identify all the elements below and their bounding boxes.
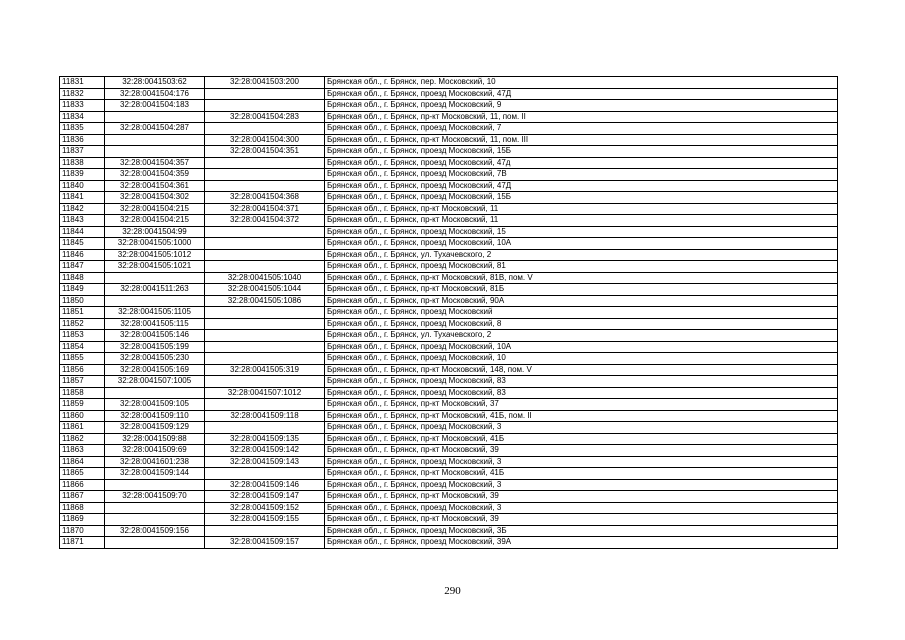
table-row <box>60 77 838 89</box>
related-cadastral-number-cell: 32:28:0041505:1040 <box>205 272 325 284</box>
row-number-cell: 11870 <box>60 525 105 537</box>
related-cadastral-number-cell <box>205 318 325 330</box>
row-number-cell: 11855 <box>60 353 105 365</box>
cadastral-number-cell: 32:28:0041503:62 <box>105 77 205 89</box>
row-number-cell: 11845 <box>60 238 105 250</box>
address-cell: Брянская обл., г. Брянск, проезд Московский, 15Б <box>325 192 838 204</box>
cadastral-number-cell <box>105 134 205 146</box>
table-row <box>60 479 838 491</box>
related-cadastral-number-cell: 32:28:0041505:319 <box>205 364 325 376</box>
cadastral-number-cell <box>105 387 205 399</box>
address-cell: Брянская обл., г. Брянск, проезд Московский, 7 <box>325 123 838 135</box>
address-cell: Брянская обл., г. Брянск, проезд Московский, 47д <box>325 157 838 169</box>
table-row <box>60 272 838 284</box>
address-cell: Брянская обл., г. Брянск, проезд Московский, 47Д <box>325 180 838 192</box>
address-cell: Брянская обл., г. Брянск, проезд Московский, 39А <box>325 537 838 549</box>
row-number-cell: 11831 <box>60 77 105 89</box>
table-row <box>60 215 838 227</box>
cadastral-number-cell: 32:28:0041504:99 <box>105 226 205 238</box>
cadastral-number-cell: 32:28:0041505:146 <box>105 330 205 342</box>
table-row <box>60 364 838 376</box>
row-number-cell: 11853 <box>60 330 105 342</box>
table-row <box>60 157 838 169</box>
related-cadastral-number-cell: 32:28:0041504:371 <box>205 203 325 215</box>
row-number-cell: 11848 <box>60 272 105 284</box>
table-row <box>60 146 838 158</box>
cadastral-number-cell: 32:28:0041504:287 <box>105 123 205 135</box>
cadastral-number-cell: 32:28:0041504:361 <box>105 180 205 192</box>
table-row <box>60 123 838 135</box>
address-cell: Брянская обл., г. Брянск, пр-кт Московский, 148, пом. V <box>325 364 838 376</box>
related-cadastral-number-cell: 32:28:0041504:351 <box>205 146 325 158</box>
related-cadastral-number-cell <box>205 123 325 135</box>
address-cell: Брянская обл., г. Брянск, ул. Тухачевского, 2 <box>325 249 838 261</box>
table-row <box>60 445 838 457</box>
address-cell: Брянская обл., г. Брянск, ул. Тухачевского, 2 <box>325 330 838 342</box>
row-number-cell: 11852 <box>60 318 105 330</box>
address-cell: Брянская обл., г. Брянск, проезд Московский, 15Б <box>325 146 838 158</box>
cadastral-number-cell: 32:28:0041504:183 <box>105 100 205 112</box>
related-cadastral-number-cell <box>205 226 325 238</box>
related-cadastral-number-cell <box>205 238 325 250</box>
table-row <box>60 341 838 353</box>
related-cadastral-number-cell <box>205 169 325 181</box>
row-number-cell: 11840 <box>60 180 105 192</box>
cadastral-number-cell: 32:28:0041509:129 <box>105 422 205 434</box>
related-cadastral-number-cell <box>205 180 325 192</box>
table-row <box>60 502 838 514</box>
cadastral-number-cell: 32:28:0041505:1021 <box>105 261 205 273</box>
cadastral-number-cell: 32:28:0041509:156 <box>105 525 205 537</box>
address-cell: Брянская обл., г. Брянск, пр-кт Московский, 90А <box>325 295 838 307</box>
related-cadastral-number-cell: 32:28:0041504:372 <box>205 215 325 227</box>
table-row <box>60 88 838 100</box>
related-cadastral-number-cell: 32:28:0041505:1086 <box>205 295 325 307</box>
address-cell: Брянская обл., г. Брянск, пр-кт Московский, 41Б, пом. II <box>325 410 838 422</box>
row-number-cell: 11832 <box>60 88 105 100</box>
related-cadastral-number-cell: 32:28:0041509:146 <box>205 479 325 491</box>
address-cell: Брянская обл., г. Брянск, пр-кт Московский, 41Б <box>325 433 838 445</box>
table-row <box>60 249 838 261</box>
cadastral-number-cell <box>105 479 205 491</box>
table-row <box>60 422 838 434</box>
page-number: 290 <box>444 585 461 597</box>
table-row <box>60 226 838 238</box>
row-number-cell: 11836 <box>60 134 105 146</box>
cadastral-number-cell: 32:28:0041509:88 <box>105 433 205 445</box>
address-cell: Брянская обл., г. Брянск, проезд Московский, 9 <box>325 100 838 112</box>
address-cell: Брянская обл., г. Брянск, проезд Московский, 10А <box>325 238 838 250</box>
related-cadastral-number-cell <box>205 399 325 411</box>
cadastral-number-cell: 32:28:0041505:169 <box>105 364 205 376</box>
address-cell: Брянская обл., г. Брянск, проезд Московский, 10А <box>325 341 838 353</box>
row-number-cell: 11854 <box>60 341 105 353</box>
address-cell: Брянская обл., г. Брянск, пр-кт Московский, 81В, пом. V <box>325 272 838 284</box>
cadastral-number-cell <box>105 537 205 549</box>
address-cell: Брянская обл., г. Брянск, проезд Московский, 81 <box>325 261 838 273</box>
address-cell: Брянская обл., г. Брянск, проезд Московский, 10 <box>325 353 838 365</box>
cadastral-number-cell <box>105 295 205 307</box>
cadastral-number-cell: 32:28:0041505:115 <box>105 318 205 330</box>
cadastral-number-cell: 32:28:0041509:69 <box>105 445 205 457</box>
address-cell: Брянская обл., г. Брянск, пер. Московский, 10 <box>325 77 838 89</box>
table-row <box>60 284 838 296</box>
row-number-cell: 11850 <box>60 295 105 307</box>
cadastral-number-cell: 32:28:0041509:105 <box>105 399 205 411</box>
address-cell: Брянская обл., г. Брянск, пр-кт Московский, 11 <box>325 215 838 227</box>
address-cell: Брянская обл., г. Брянск, пр-кт Московский, 37 <box>325 399 838 411</box>
cadastral-number-cell: 32:28:0041504:215 <box>105 203 205 215</box>
cadastral-number-cell: 32:28:0041509:70 <box>105 491 205 503</box>
related-cadastral-number-cell: 32:28:0041507:1012 <box>205 387 325 399</box>
cadastral-number-cell: 32:28:0041505:199 <box>105 341 205 353</box>
table-row <box>60 387 838 399</box>
related-cadastral-number-cell: 32:28:0041509:118 <box>205 410 325 422</box>
related-cadastral-number-cell <box>205 307 325 319</box>
related-cadastral-number-cell <box>205 468 325 480</box>
address-cell: Брянская обл., г. Брянск, проезд Московский, 8 <box>325 318 838 330</box>
row-number-cell: 11871 <box>60 537 105 549</box>
cadastral-number-cell: 32:28:0041504:215 <box>105 215 205 227</box>
cadastral-number-cell: 32:28:0041505:1000 <box>105 238 205 250</box>
row-number-cell: 11833 <box>60 100 105 112</box>
row-number-cell: 11858 <box>60 387 105 399</box>
registry-table-body <box>60 77 838 549</box>
cadastral-number-cell <box>105 111 205 123</box>
related-cadastral-number-cell: 32:28:0041509:147 <box>205 491 325 503</box>
cadastral-number-cell: 32:28:0041509:144 <box>105 468 205 480</box>
related-cadastral-number-cell <box>205 330 325 342</box>
table-row <box>60 111 838 123</box>
row-number-cell: 11857 <box>60 376 105 388</box>
related-cadastral-number-cell <box>205 353 325 365</box>
row-number-cell: 11838 <box>60 157 105 169</box>
address-cell: Брянская обл., г. Брянск, проезд Московский <box>325 307 838 319</box>
address-cell: Брянская обл., г. Брянск, пр-кт Московский, 39 <box>325 445 838 457</box>
table-row <box>60 100 838 112</box>
related-cadastral-number-cell <box>205 525 325 537</box>
table-row <box>60 433 838 445</box>
row-number-cell: 11834 <box>60 111 105 123</box>
row-number-cell: 11837 <box>60 146 105 158</box>
cadastral-number-cell: 32:28:0041505:1105 <box>105 307 205 319</box>
row-number-cell: 11849 <box>60 284 105 296</box>
cadastral-number-cell: 32:28:0041504:359 <box>105 169 205 181</box>
related-cadastral-number-cell <box>205 341 325 353</box>
cadastral-number-cell: 32:28:0041504:176 <box>105 88 205 100</box>
related-cadastral-number-cell <box>205 100 325 112</box>
address-cell: Брянская обл., г. Брянск, проезд Московский, 47Д <box>325 88 838 100</box>
table-row <box>60 330 838 342</box>
related-cadastral-number-cell <box>205 376 325 388</box>
address-cell: Брянская обл., г. Брянск, пр-кт Московский, 41Б <box>325 468 838 480</box>
address-cell: Брянская обл., г. Брянск, проезд Московский, 83 <box>325 376 838 388</box>
row-number-cell: 11863 <box>60 445 105 457</box>
address-cell: Брянская обл., г. Брянск, проезд Московский, 3 <box>325 479 838 491</box>
related-cadastral-number-cell: 32:28:0041509:135 <box>205 433 325 445</box>
cadastral-number-cell: 32:28:0041507:1005 <box>105 376 205 388</box>
related-cadastral-number-cell <box>205 249 325 261</box>
table-row <box>60 203 838 215</box>
table-row <box>60 376 838 388</box>
cadastral-number-cell: 32:28:0041504:302 <box>105 192 205 204</box>
row-number-cell: 11868 <box>60 502 105 514</box>
cadastral-number-cell: 32:28:0041505:1012 <box>105 249 205 261</box>
table-row <box>60 456 838 468</box>
related-cadastral-number-cell: 32:28:0041509:155 <box>205 514 325 526</box>
related-cadastral-number-cell: 32:28:0041509:157 <box>205 537 325 549</box>
row-number-cell: 11842 <box>60 203 105 215</box>
row-number-cell: 11851 <box>60 307 105 319</box>
related-cadastral-number-cell <box>205 157 325 169</box>
table-row <box>60 399 838 411</box>
row-number-cell: 11841 <box>60 192 105 204</box>
row-number-cell: 11867 <box>60 491 105 503</box>
table-row <box>60 468 838 480</box>
address-cell: Брянская обл., г. Брянск, проезд Московский, 3 <box>325 502 838 514</box>
address-cell: Брянская обл., г. Брянск, проезд Московский, 7В <box>325 169 838 181</box>
address-cell: Брянская обл., г. Брянск, пр-кт Московский, 11, пом. II <box>325 111 838 123</box>
row-number-cell: 11866 <box>60 479 105 491</box>
cadastral-number-cell: 32:28:0041511:263 <box>105 284 205 296</box>
related-cadastral-number-cell <box>205 88 325 100</box>
related-cadastral-number-cell <box>205 261 325 273</box>
row-number-cell: 11835 <box>60 123 105 135</box>
related-cadastral-number-cell: 32:28:0041509:152 <box>205 502 325 514</box>
row-number-cell: 11864 <box>60 456 105 468</box>
row-number-cell: 11844 <box>60 226 105 238</box>
related-cadastral-number-cell: 32:28:0041509:143 <box>205 456 325 468</box>
row-number-cell: 11862 <box>60 433 105 445</box>
cadastral-number-cell: 32:28:0041601:238 <box>105 456 205 468</box>
table-row <box>60 307 838 319</box>
related-cadastral-number-cell: 32:28:0041504:283 <box>205 111 325 123</box>
table-row <box>60 537 838 549</box>
cadastral-number-cell: 32:28:0041504:357 <box>105 157 205 169</box>
address-cell: Брянская обл., г. Брянск, проезд Московский, 3 <box>325 422 838 434</box>
row-number-cell: 11847 <box>60 261 105 273</box>
table-row <box>60 353 838 365</box>
cadastral-number-cell <box>105 514 205 526</box>
address-cell: Брянская обл., г. Брянск, пр-кт Московский, 11 <box>325 203 838 215</box>
row-number-cell: 11861 <box>60 422 105 434</box>
row-number-cell: 11860 <box>60 410 105 422</box>
table-row <box>60 295 838 307</box>
table-row <box>60 514 838 526</box>
table-row <box>60 134 838 146</box>
cadastral-number-cell: 32:28:0041505:230 <box>105 353 205 365</box>
related-cadastral-number-cell: 32:28:0041505:1044 <box>205 284 325 296</box>
row-number-cell: 11865 <box>60 468 105 480</box>
registry-table <box>59 76 838 549</box>
row-number-cell: 11859 <box>60 399 105 411</box>
row-number-cell: 11839 <box>60 169 105 181</box>
related-cadastral-number-cell: 32:28:0041509:142 <box>205 445 325 457</box>
row-number-cell: 11843 <box>60 215 105 227</box>
table-row <box>60 261 838 273</box>
table-row <box>60 491 838 503</box>
related-cadastral-number-cell: 32:28:0041504:368 <box>205 192 325 204</box>
table-row <box>60 169 838 181</box>
row-number-cell: 11846 <box>60 249 105 261</box>
table-row <box>60 410 838 422</box>
related-cadastral-number-cell: 32:28:0041503:200 <box>205 77 325 89</box>
cadastral-number-cell <box>105 146 205 158</box>
table-row <box>60 318 838 330</box>
address-cell: Брянская обл., г. Брянск, проезд Московский, 15 <box>325 226 838 238</box>
row-number-cell: 11856 <box>60 364 105 376</box>
related-cadastral-number-cell <box>205 422 325 434</box>
table-row <box>60 192 838 204</box>
address-cell: Брянская обл., г. Брянск, пр-кт Московский, 81Б <box>325 284 838 296</box>
cadastral-number-cell: 32:28:0041509:110 <box>105 410 205 422</box>
address-cell: Брянская обл., г. Брянск, пр-кт Московский, 39 <box>325 514 838 526</box>
address-cell: Брянская обл., г. Брянск, проезд Московский, 3 <box>325 456 838 468</box>
address-cell: Брянская обл., г. Брянск, пр-кт Московский, 11, пом. III <box>325 134 838 146</box>
row-number-cell: 11869 <box>60 514 105 526</box>
table-row <box>60 238 838 250</box>
table-row <box>60 525 838 537</box>
cadastral-number-cell <box>105 502 205 514</box>
address-cell: Брянская обл., г. Брянск, проезд Московский, 3Б <box>325 525 838 537</box>
related-cadastral-number-cell: 32:28:0041504:300 <box>205 134 325 146</box>
address-cell: Брянская обл., г. Брянск, пр-кт Московский, 39 <box>325 491 838 503</box>
table-row <box>60 180 838 192</box>
cadastral-number-cell <box>105 272 205 284</box>
address-cell: Брянская обл., г. Брянск, проезд Московский, 83 <box>325 387 838 399</box>
